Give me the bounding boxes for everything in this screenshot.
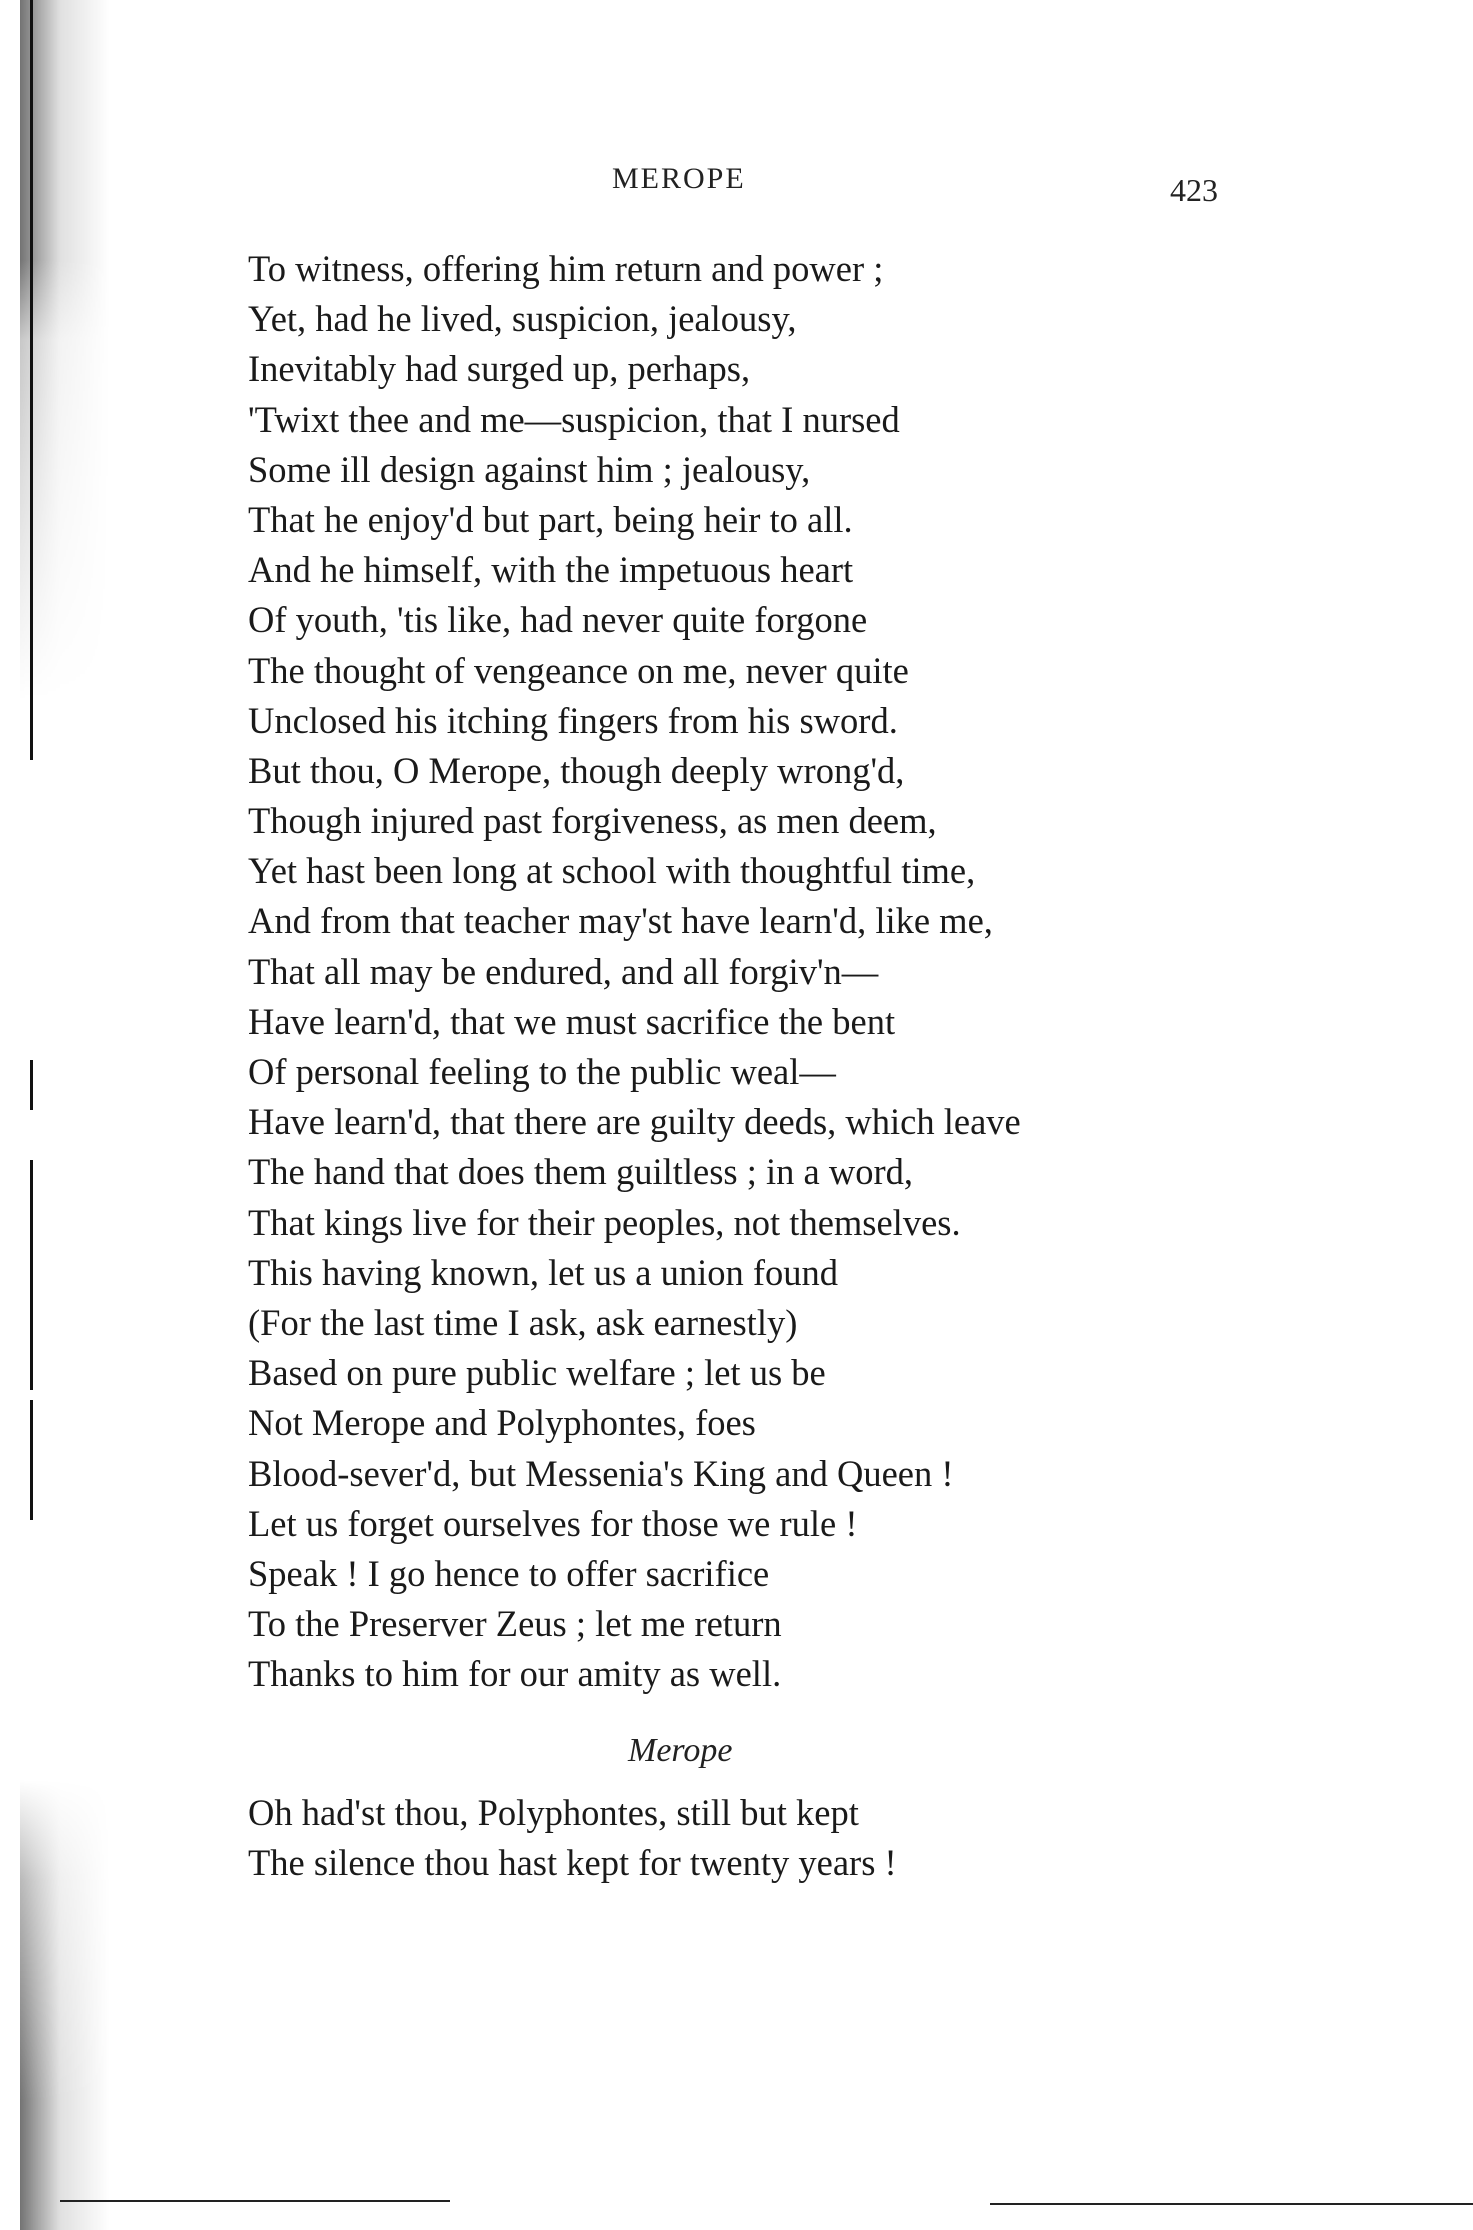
verse-line: And he himself, with the impetuous heart (248, 549, 854, 591)
verse-line: Some ill design against him ; jealousy, (248, 448, 811, 490)
verse-line: (For the last time I ask, ask earnestly) (248, 1301, 798, 1343)
verse-line: To the Preserver Zeus ; let me return (248, 1603, 782, 1645)
page-edge-line (30, 1400, 33, 1520)
verse-line: That kings live for their peoples, not themselves. (248, 1201, 961, 1243)
verse-line: Have learn'd, that there are guilty deeds, which leave (248, 1101, 1021, 1143)
verse-line: Have learn'd, that we must sacrifice the bent (248, 1000, 896, 1042)
page-edge-line (30, 1160, 33, 1390)
verse-line: That all may be endured, and all forgiv'n— (248, 950, 879, 992)
verse-line: And from that teacher may'st have learn'd, like me, (248, 900, 993, 942)
bottom-edge-rule (990, 2203, 1473, 2205)
reply-verse (248, 1788, 1248, 1888)
verse-line: Let us forget ourselves for those we rule ! (248, 1502, 858, 1544)
verse-line: That he enjoy'd but part, being heir to all. (248, 498, 853, 540)
verse-line: To witness, offering him return and power ; (248, 248, 884, 289)
bottom-edge-rule (60, 2200, 450, 2202)
page-number: 423 (1170, 172, 1218, 208)
verse-line: Yet, had he lived, suspicion, jealousy, (248, 298, 797, 340)
verse-line: 'Twixt thee and me—suspicion, that I nursed (248, 398, 900, 440)
verse-line: Though injured past forgiveness, as men deem, (248, 800, 937, 842)
verse-line: This having known, let us a union found (248, 1251, 839, 1293)
verse-line: The silence thou hast kept for twenty years ! (248, 1842, 897, 1884)
speaker-name: Merope (628, 1732, 733, 1769)
page-edge-line (30, 1060, 33, 1110)
verse-line: The hand that does them guiltless ; in a word, (248, 1151, 913, 1193)
verse-line: But thou, O Merope, though deeply wrong'd, (248, 749, 905, 791)
verse-line: Of youth, 'tis like, had never quite forgone (248, 599, 868, 641)
page-edge-line (30, 0, 33, 760)
verse-line: Speak ! I go hence to offer sacrifice (248, 1552, 770, 1594)
verse-line: Inevitably had surged up, perhaps, (248, 348, 751, 390)
verse-line: Yet hast been long at school with thoughtful time, (248, 850, 976, 892)
verse-line: Unclosed his itching fingers from his sword. (248, 699, 898, 741)
verse-line: The thought of vengeance on me, never quite (248, 649, 909, 691)
speech-verse (248, 244, 1248, 1699)
verse-line: Based on pure public welfare ; let us be (248, 1352, 826, 1394)
verse-line: Blood-sever'd, but Messenia's King and Queen ! (248, 1452, 954, 1494)
binding-shadow (20, 0, 130, 2230)
running-title: MEROPE (612, 162, 746, 195)
verse-line: Of personal feeling to the public weal— (248, 1051, 836, 1092)
verse-line: Not Merope and Polyphontes, foes (248, 1402, 756, 1444)
verse-line: Thanks to him for our amity as well. (248, 1653, 782, 1695)
verse-line: Oh had'st thou, Polyphontes, still but kept (248, 1792, 859, 1833)
